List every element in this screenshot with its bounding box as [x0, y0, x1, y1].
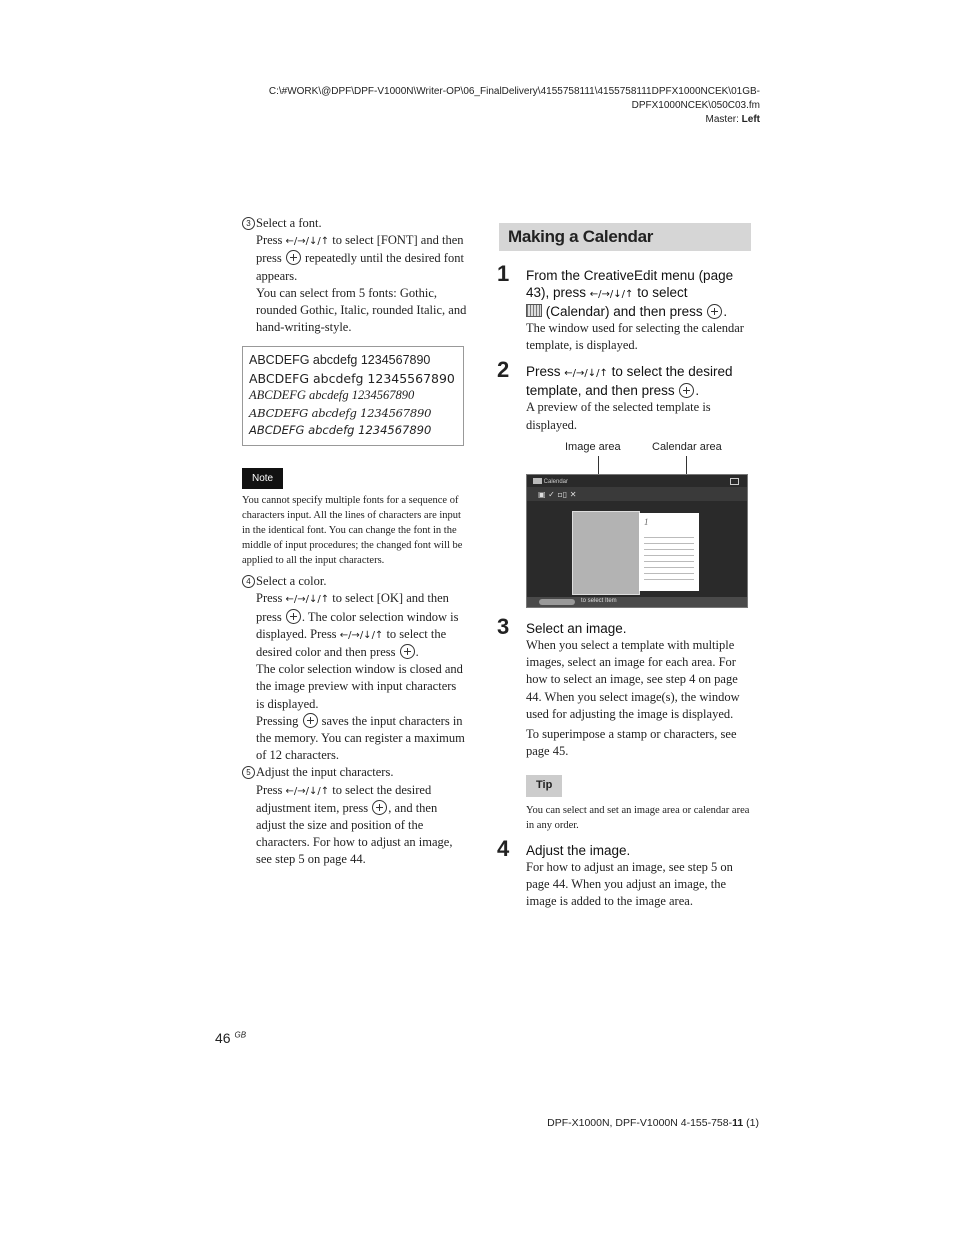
screen-footer-text: to select Item — [581, 598, 617, 604]
font-sample-box — [242, 346, 464, 446]
enter-button-icon — [286, 609, 301, 624]
note-text: You cannot specify multiple fonts for a sequence of characters input. All the lines of characters are input in the identical font. You can change the font in the middle of input procedures; the changed font will be applied to all the input characters. — [242, 495, 463, 567]
file-path-line2: DPFX1000NCEK\050C03.fm — [631, 100, 760, 111]
model-footer: DPF-X1000N, DPF-V1000N 4-155-758-11 (1) — [547, 1117, 759, 1129]
circled-number: 4 — [242, 575, 255, 588]
font-sample-italic: ABCDEFG abcdefg 1234567890 — [249, 388, 415, 403]
arrow-keys-icon: ←/→/↓/↑ — [564, 368, 608, 380]
calendar-area-placeholder — [639, 513, 699, 591]
step-number: 3 — [497, 614, 510, 639]
step-4-select-color: 4 Select a color. Press ←/→/↓/↑ to select [OK] and then press . The color selection window is displayed. Press ←/→/↓/↑ to select the desired color and then press . The color selection window is closed and the image preview with input characters is displayed. Pressing saves the input characters in the memory. You can register a maximum of 12 characters. — [242, 573, 467, 764]
note-block — [242, 468, 467, 568]
page-number: 46 $^{GB}$ — [215, 1030, 247, 1046]
screen-toolbar — [527, 487, 747, 501]
step-4: 4 Adjust the image. For how to adjust an image, see step 5 on page 44. When you adjust an image, the image is added to the image area. — [497, 835, 733, 909]
image-area-placeholder — [572, 511, 640, 595]
control-icon — [539, 599, 575, 605]
enter-button-icon — [400, 644, 415, 659]
arrow-keys-icon: ←/→/↓/↑ — [339, 629, 384, 641]
enter-button-icon — [286, 250, 301, 265]
step-number: 1 — [497, 261, 510, 286]
step-1: 1 From the CreativeEdit menu (page 43), press ←/→/↓/↑ to select (Calendar) and then press . The window used for selecting the calendar template, is displayed. — [497, 261, 744, 353]
calendar-template-screen — [526, 474, 748, 608]
calendar-icon — [526, 304, 542, 317]
left-column — [242, 215, 467, 869]
enter-button-icon — [303, 713, 318, 728]
section-title: Making a Calendar — [499, 223, 751, 251]
font-sample-gothic: ABCDEFG abcdefg 1234567890 — [249, 353, 431, 368]
label-calendar-area: Calendar area — [652, 441, 722, 453]
right-column — [499, 223, 754, 434]
step-5-adjust-characters: 5 Adjust the input characters. Press ←/→/↓/↑ to select the desired adjustment item, press , and then adjust the size and position of the characters. For how to adjust an image, see step 5 on page 44. — [242, 764, 467, 868]
master-line: Master: Left — [705, 114, 760, 125]
step-3: 3 Select an image. When you select a template with multiple images, select an image for each area. For how to select an image, see step 4 on page 44. When you select image(s), the window used for adjusting the image is displayed. To superimpose a stamp or characters, see page 45. — [497, 614, 740, 759]
circled-number: 5 — [242, 766, 255, 779]
tip-badge: Tip — [526, 775, 562, 796]
note-badge: Note — [242, 468, 283, 489]
enter-button-icon — [372, 800, 387, 815]
enter-button-icon — [679, 383, 694, 398]
font-sample-handwriting: ABCDEFG abcdefg 1234567890 — [249, 423, 432, 438]
return-icon — [730, 478, 739, 485]
toolbar-icons: ▣ ✓ ▫▯ ✕ — [538, 490, 577, 499]
step-2: 2 Press ←/→/↓/↑ to select the desired template, and then press . A preview of the selected template is displayed. — [497, 357, 733, 432]
calendar-days-grid — [644, 533, 694, 585]
arrow-keys-icon: ←/→/↓/↑ — [285, 236, 330, 248]
file-path-line1: C:\#WORK\@DPF\DPF-V1000N\Writer-OP\06_FinalDelivery\4155758111\4155758111DPFX1000NCEK\01GB- — [268, 86, 760, 97]
font-sample-rounded-gothic: ABCDEFG abcdefg 12345567890 — [249, 370, 455, 386]
screen-title: Calendar — [533, 478, 568, 485]
step-number: 2 — [497, 357, 510, 383]
label-image-area: Image area — [565, 441, 621, 453]
calendar-icon — [533, 478, 542, 484]
step-number: 4 — [497, 835, 510, 861]
arrow-keys-icon: ←/→/↓/↑ — [285, 594, 330, 606]
file-path-header — [269, 85, 760, 127]
font-sample-rounded-italic: ABCDEFG abcdefg 1234567890 — [249, 405, 432, 420]
tip-text: You can select and set an image area or calendar area in any order. — [526, 804, 750, 831]
enter-button-icon — [707, 304, 722, 319]
arrow-keys-icon: ←/→/↓/↑ — [589, 289, 634, 300]
right-column-lower — [497, 614, 754, 910]
screen-footer-bar — [527, 597, 747, 607]
tip-block — [499, 775, 754, 832]
arrow-keys-icon: ←/→/↓/↑ — [285, 785, 330, 797]
step-3-select-font: 3 Select a font. Press ←/→/↓/↑ to select [FONT] and then press repeatedly until the desired font appears. You can select from 5 fonts: Gothic, rounded Gothic, Italic, rounded Italic, and hand-writing-style. — [242, 215, 467, 336]
calendar-month: 1 — [644, 517, 649, 527]
circled-number: 3 — [242, 217, 255, 230]
